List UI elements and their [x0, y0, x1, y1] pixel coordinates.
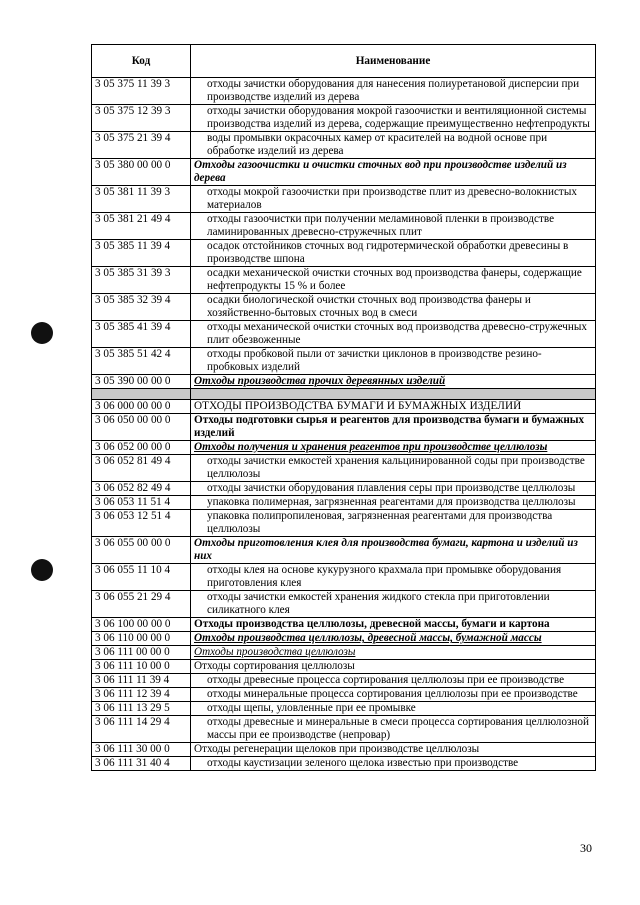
waste-code: 3 06 111 31 40 4 — [92, 757, 191, 771]
page-number: 30 — [580, 841, 592, 855]
waste-code: 3 05 375 11 39 3 — [92, 78, 191, 105]
waste-code: 3 05 385 11 39 4 — [92, 240, 191, 267]
table-row — [92, 702, 596, 716]
waste-name: отходы древесные и минеральные в смеси процесса сортирования целлюлозной массы при ее производстве (непровар) — [191, 716, 596, 743]
waste-name: Отходы производства целлюлозы — [191, 646, 596, 660]
waste-code: 3 05 381 21 49 4 — [92, 213, 191, 240]
waste-code: 3 05 380 00 00 0 — [92, 159, 191, 186]
table-row — [92, 632, 596, 646]
waste-name: отходы зачистки емкостей хранения жидкого стекла при приготовлении силикатного клея — [191, 591, 596, 618]
waste-name: отходы зачистки оборудования для нанесения полиуретановой дисперсии при производстве изделий из дерева — [191, 78, 596, 105]
waste-name: отходы газоочистки при получении меламиновой пленки в производстве ламинированных древесно-стружечных плит — [191, 213, 596, 240]
waste-code: 3 06 111 11 39 4 — [92, 674, 191, 688]
table-row — [92, 510, 596, 537]
waste-code: 3 05 390 00 00 0 — [92, 375, 191, 389]
table-row — [92, 105, 596, 132]
table-row — [92, 441, 596, 455]
table-row — [92, 389, 596, 400]
table-row — [92, 400, 596, 414]
waste-code: 3 06 055 11 10 4 — [92, 564, 191, 591]
table-row — [92, 455, 596, 482]
waste-code: 3 06 053 11 51 4 — [92, 496, 191, 510]
waste-name: осадок отстойников сточных вод гидротермической обработки древесины в производстве шпона — [191, 240, 596, 267]
waste-name: отходы минеральные процесса сортирования целлюлозы при ее производстве — [191, 688, 596, 702]
waste-name: Отходы производства прочих деревянных изделий — [191, 375, 596, 389]
waste-name: упаковка полипропиленовая, загрязненная реагентами для производства целлюлозы — [191, 510, 596, 537]
waste-name: отходы зачистки оборудования плавления серы при производстве целлюлозы — [191, 482, 596, 496]
waste-code: 3 06 111 30 00 0 — [92, 743, 191, 757]
table-header — [92, 45, 596, 78]
waste-name: Отходы производства целлюлозы, древесной массы, бумаги и картона — [191, 618, 596, 632]
waste-code: 3 05 385 41 39 4 — [92, 321, 191, 348]
table-row — [92, 660, 596, 674]
table-row — [92, 294, 596, 321]
waste-name: отходы зачистки оборудования мокрой газоочистки и вентиляционной системы производства изделий из дерева, содержащие преимущественно нефтепродукты — [191, 105, 596, 132]
table-row — [92, 564, 596, 591]
waste-code: 3 06 111 10 00 0 — [92, 660, 191, 674]
waste-code: 3 06 052 82 49 4 — [92, 482, 191, 496]
waste-code: 3 05 381 11 39 3 — [92, 186, 191, 213]
waste-name: осадки биологической очистки сточных вод производства фанеры и хозяйственно-бытовых сточных вод в смеси — [191, 294, 596, 321]
table-body — [92, 78, 596, 771]
waste-code: 3 06 110 00 00 0 — [92, 632, 191, 646]
waste-name: Отходы приготовления клея для производства бумаги, картона и изделий из них — [191, 537, 596, 564]
waste-name: отходы клея на основе кукурузного крахмала при промывке оборудования приготовления клея — [191, 564, 596, 591]
waste-name: отходы щепы, уловленные при ее промывке — [191, 702, 596, 716]
waste-code: 3 05 375 12 39 3 — [92, 105, 191, 132]
waste-name: отходы зачистки емкостей хранения кальцинированной соды при производстве целлюлозы — [191, 455, 596, 482]
waste-name: отходы механической очистки сточных вод производства древесно-стружечных плит обезвоженные — [191, 321, 596, 348]
waste-name: отходы мокрой газоочистки при производстве плит из древесно-волокнистых материалов — [191, 186, 596, 213]
waste-name: Отходы газоочистки и очистки сточных вод при производстве изделий из дерева — [191, 159, 596, 186]
waste-name: Отходы регенерации щелоков при производстве целлюлозы — [191, 743, 596, 757]
waste-name: Отходы получения и хранения реагентов при производстве целлюлозы — [191, 441, 596, 455]
table-row — [92, 716, 596, 743]
waste-code: 3 06 111 00 00 0 — [92, 646, 191, 660]
waste-code: 3 06 000 00 00 0 — [92, 400, 191, 414]
header-name: Наименование — [191, 45, 596, 78]
table-row — [92, 674, 596, 688]
waste-code — [92, 389, 191, 400]
waste-code: 3 06 052 81 49 4 — [92, 455, 191, 482]
waste-classification-table — [91, 44, 596, 771]
punch-hole-top — [31, 322, 53, 344]
waste-code: 3 06 100 00 00 0 — [92, 618, 191, 632]
waste-name: воды промывки окрасочных камер от красителей на водной основе при обработке изделий из дерева — [191, 132, 596, 159]
waste-code: 3 06 050 00 00 0 — [92, 414, 191, 441]
waste-name: отходы пробковой пыли от зачистки циклонов в производстве резино-пробковых изделий — [191, 348, 596, 375]
waste-code: 3 05 385 31 39 3 — [92, 267, 191, 294]
waste-name: Отходы подготовки сырья и реагентов для производства бумаги и бумажных изделий — [191, 414, 596, 441]
table-row — [92, 414, 596, 441]
waste-code: 3 05 385 51 42 4 — [92, 348, 191, 375]
waste-code: 3 05 375 21 39 4 — [92, 132, 191, 159]
table-row — [92, 743, 596, 757]
waste-name: отходы каустизации зеленого щелока известью при производстве — [191, 757, 596, 771]
table-row — [92, 482, 596, 496]
table-row — [92, 321, 596, 348]
table-row — [92, 688, 596, 702]
waste-name: Отходы сортирования целлюлозы — [191, 660, 596, 674]
table-row — [92, 375, 596, 389]
waste-name: осадки механической очистки сточных вод производства фанеры, содержащие нефтепродукты 15 % и более — [191, 267, 596, 294]
waste-name: упаковка полимерная, загрязненная реагентами для производства целлюлозы — [191, 496, 596, 510]
table-row — [92, 496, 596, 510]
waste-code: 3 06 111 13 29 5 — [92, 702, 191, 716]
waste-code: 3 06 052 00 00 0 — [92, 441, 191, 455]
table-row — [92, 646, 596, 660]
table-row — [92, 132, 596, 159]
waste-code: 3 06 053 12 51 4 — [92, 510, 191, 537]
table-row — [92, 78, 596, 105]
waste-code: 3 06 111 14 29 4 — [92, 716, 191, 743]
table-row — [92, 348, 596, 375]
waste-code: 3 06 055 00 00 0 — [92, 537, 191, 564]
waste-name: ОТХОДЫ ПРОИЗВОДСТВА БУМАГИ И БУМАЖНЫХ ИЗДЕЛИЙ — [191, 400, 596, 414]
waste-code: 3 05 385 32 39 4 — [92, 294, 191, 321]
punch-hole-bottom — [31, 559, 53, 581]
waste-name: Отходы производства целлюлозы, древесной массы, бумажной массы — [191, 632, 596, 646]
table-row — [92, 757, 596, 771]
waste-name: отходы древесные процесса сортирования целлюлозы при ее производстве — [191, 674, 596, 688]
header-code: Код — [92, 45, 191, 78]
table-row — [92, 267, 596, 294]
waste-code: 3 06 055 21 29 4 — [92, 591, 191, 618]
table-row — [92, 618, 596, 632]
waste-code: 3 06 111 12 39 4 — [92, 688, 191, 702]
table-row — [92, 240, 596, 267]
waste-name — [191, 389, 596, 400]
table-row — [92, 537, 596, 564]
table-row — [92, 213, 596, 240]
table-row — [92, 591, 596, 618]
table-row — [92, 159, 596, 186]
table-row — [92, 186, 596, 213]
